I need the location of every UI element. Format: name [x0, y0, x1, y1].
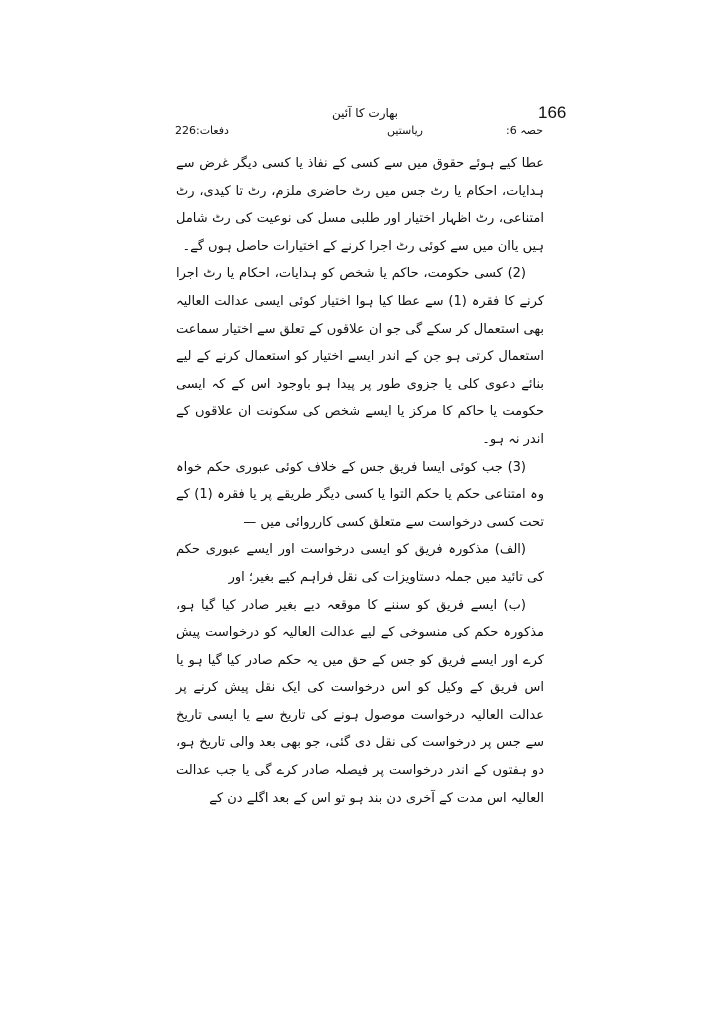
section-meta-row — [175, 124, 543, 142]
paragraph-continuation: عطا کیے ہوئے حقوق میں سے کسی کے نفاذ یا کسی دیگر غرض سے ہدایات، احکام یا رٹ جس میں رٹ حاضری ملزم، رٹ تا کیدی، رٹ امتناعی، رٹ اظہار اختیار اور طلبی مسل کی نوعیت کی رٹ شامل ہیں یاان میں سے کوئی رٹ اجرا کرنے کے اختیارات حاصل ہوں گے۔ — [176, 156, 544, 254]
paragraph-subclause-a: (الف) مذکورہ فریق کو ایسی درخواست اور ایسے عبوری حکم کی تائید میں جملہ دستاویزات کی نقل فراہم کیے بغیر؛ اور — [176, 542, 544, 585]
page-number: 166 — [538, 103, 567, 122]
paragraph-clause-2: (2) کسی حکومت، حاکم یا شخص کو ہدایات، احکام یا رٹ اجرا کرنے کا فقرہ (1) سے عطا کیا ہوا اختیار کوئی ایسی عدالت العالیہ بھی استعمال کر سکے گی جو ان علاقوں کے تعلق سے اختیار سماعت استعمال کرتی ہو جن کے اندر ایسے اختیار کو استعمال کرنے کے لیے بنائے دعوی کلی یا جزوی طور پر پیدا ہو باوجود اس کے کہ ایسی حکومت یا حاکم کا مرکز یا ایسے شخص کی سکونت ان علاقوں کے اندر نہ ہو۔ — [176, 266, 545, 447]
body-text — [176, 150, 544, 812]
chapter-label: ریاستیں — [387, 124, 423, 137]
part-label: حصہ 6: — [506, 124, 543, 137]
paragraph-subclause-b: (ب) ایسے فریق کو سننے کا موقعہ دیے بغیر صادر کیا گیا ہو، مذکورہ حکم کی منسوخی کے لیے عدالت العالیہ کو درخواست پیش کرے اور ایسے فریق کو جس کے حق میں یہ حکم صادر کیا گیا ہو یا اس فریق کے وکیل کو اس درخواست کی ایک نقل پیش کرنے پر عدالت العالیہ درخواست موصول ہونے کی تاریخ سے یا ایسی تاریخ سے جس پر درخواست کی نقل دی گئی، جو بھی بعد والی تاریخ ہو، دو ہفتوں کے اندر درخواست پر فیصلہ صادر کرے گی یا جب عدالت العالیہ اس مدت کے آخری دن بند ہو تو اس کے بعد اگلے دن کے — [176, 597, 544, 806]
paragraph-clause-3: (3) جب کوئی ایسا فریق جس کے خلاف کوئی عبوری حکم خواہ وہ امتناعی حکم یا حکم التوا یا کسی دیگر طریقے پر یا فقرہ (1) کے تحت کسی درخواست سے متعلق کسی کارروائی میں — — [176, 459, 544, 530]
article-label: دفعات:226 — [175, 124, 229, 137]
running-title: بھارت کا آئین — [331, 106, 399, 120]
